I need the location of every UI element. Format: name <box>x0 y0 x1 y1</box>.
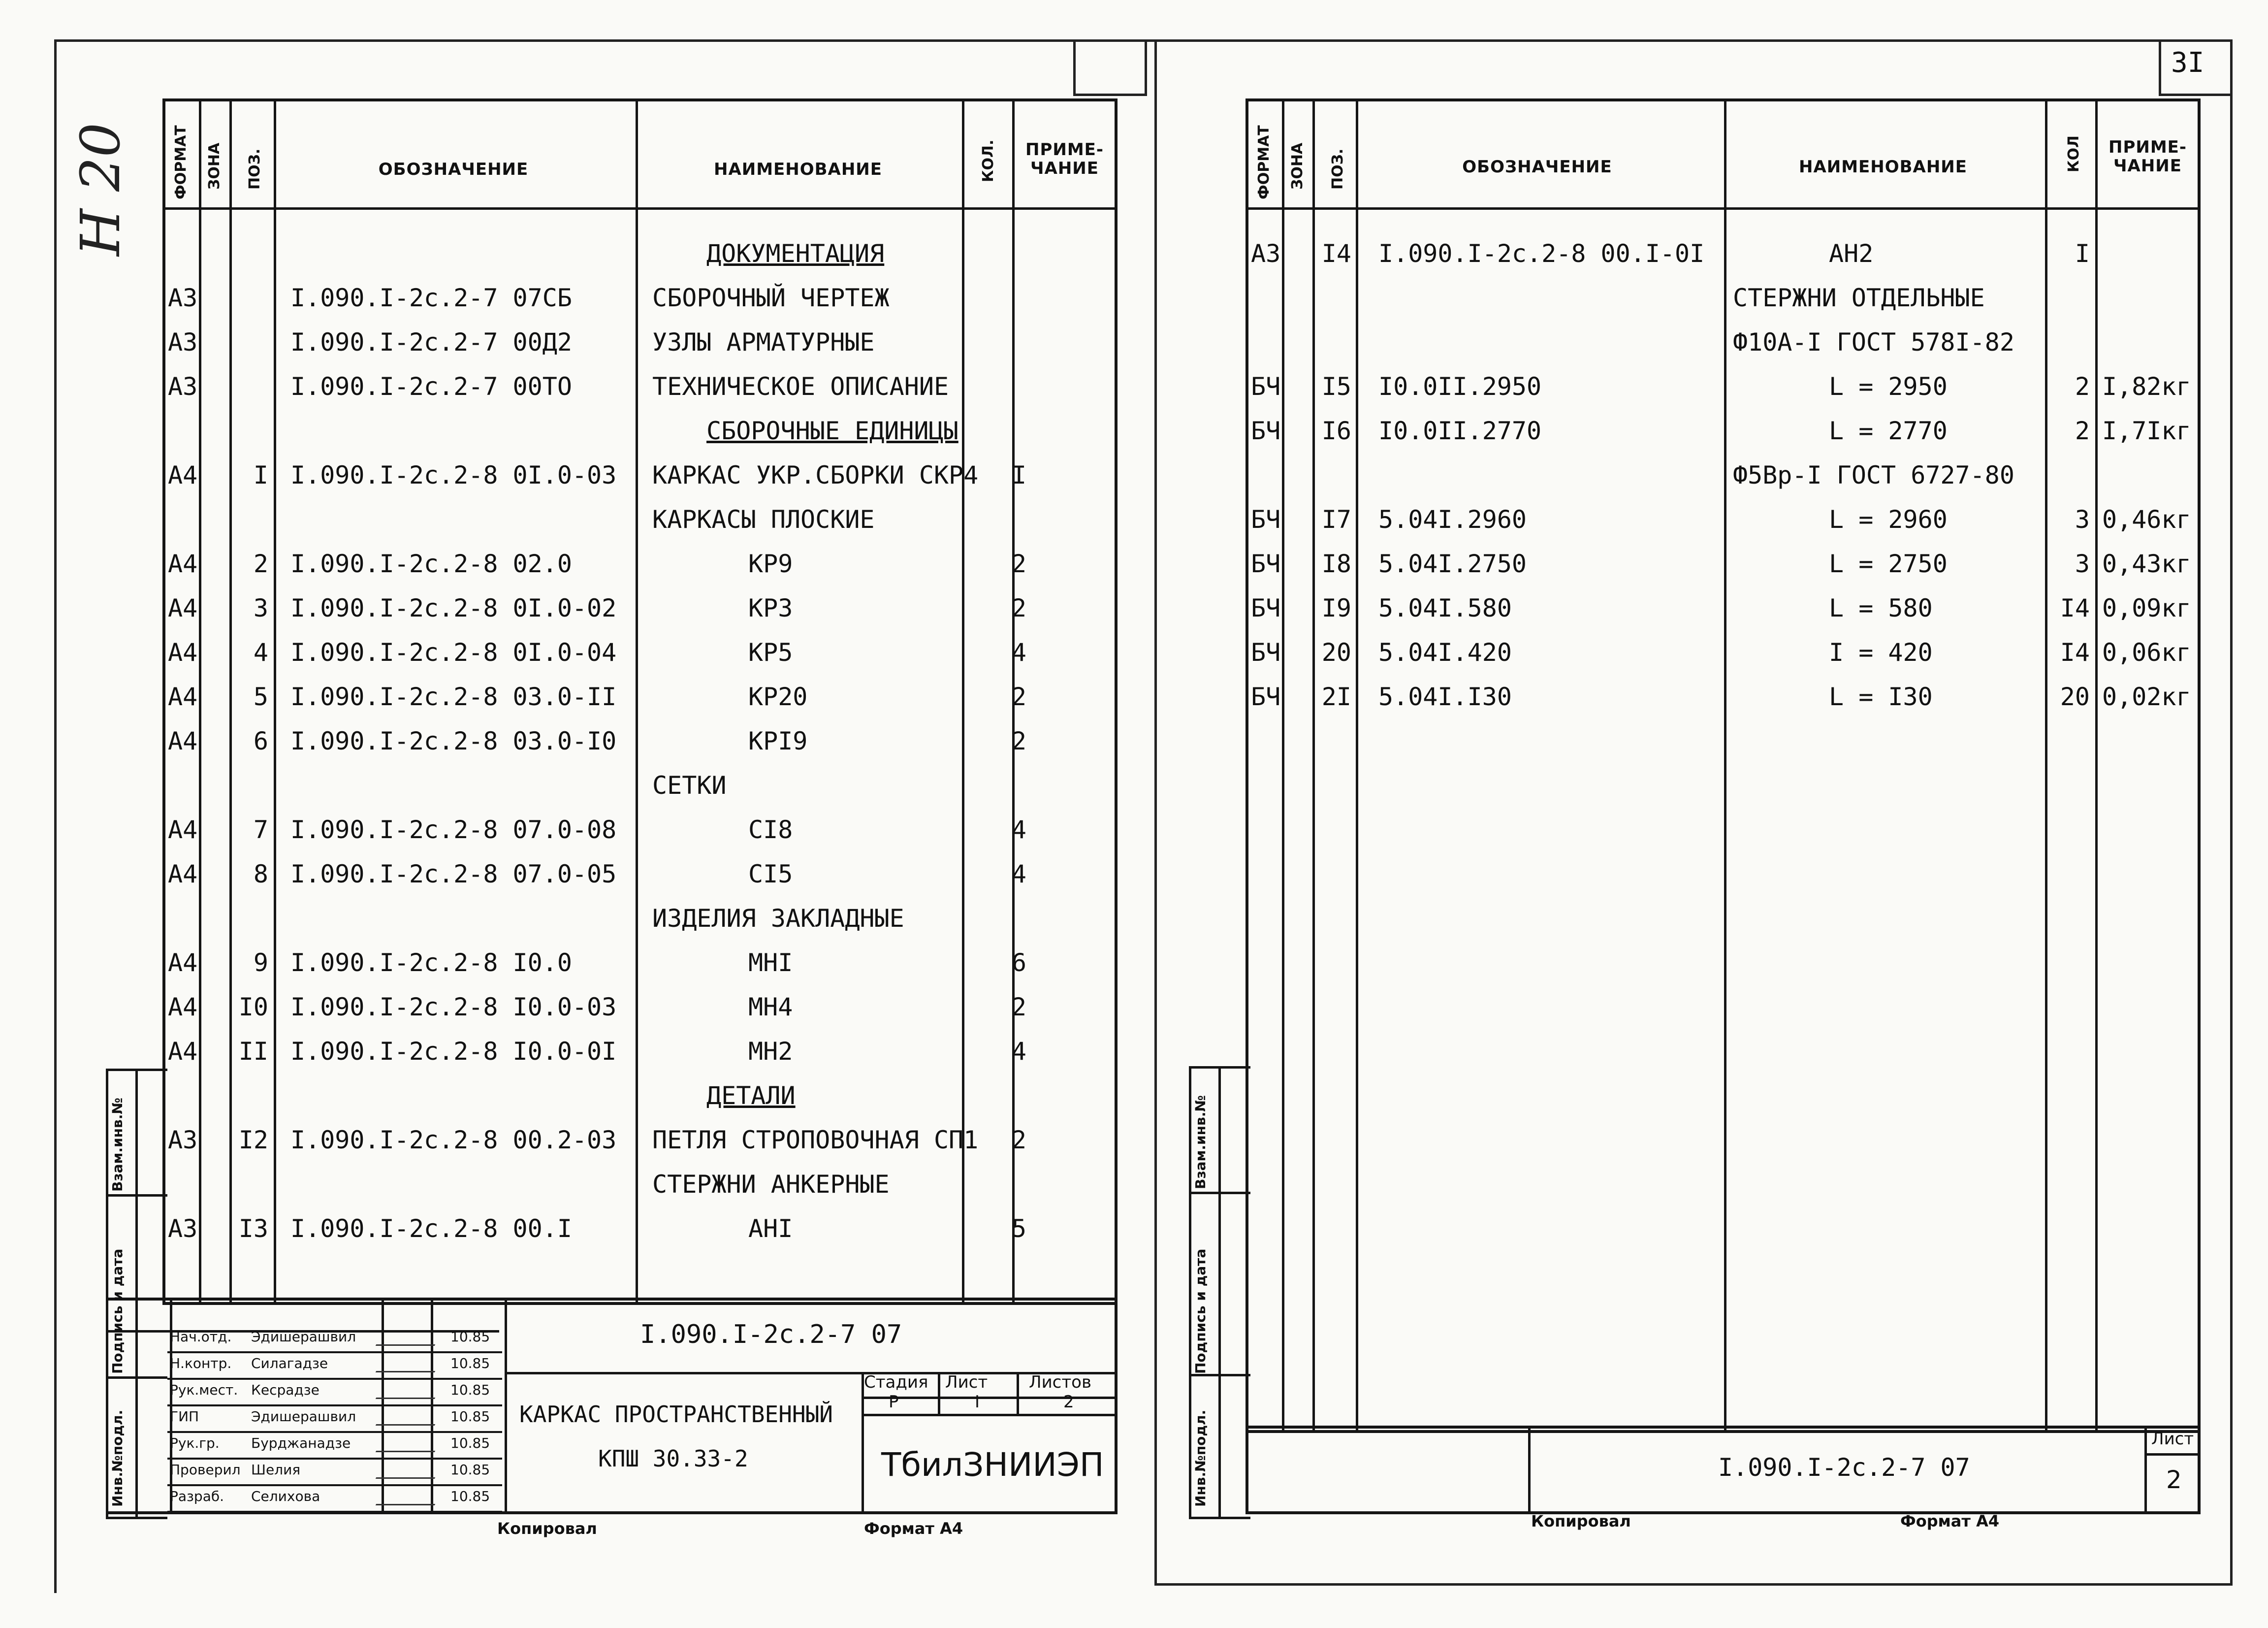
staff-row <box>167 1484 502 1513</box>
spec-row <box>1248 409 2203 453</box>
row-name: L = 2750 <box>1829 550 1948 578</box>
page-number: 3I <box>2171 47 2204 79</box>
header-designation: ОБОЗНАЧЕНИЕ <box>378 160 529 179</box>
staff-row <box>167 1404 502 1433</box>
row-name: ИЗДЕЛИЯ ЗАКЛАДНЫЕ <box>652 904 904 933</box>
row-designation: I.090.I-2c.2-8 00.I <box>290 1214 572 1243</box>
right-header-zone: ЗОНА <box>1289 142 1306 190</box>
row-name: МНI <box>748 948 793 977</box>
org-name: ТбилЗНИИЭП <box>881 1446 1104 1484</box>
staff-row <box>167 1431 502 1460</box>
row-pos: 20 <box>1321 638 1351 667</box>
spec-row <box>165 453 1120 497</box>
row-qty: 4 <box>1011 815 1026 844</box>
spec-row <box>1248 231 2203 276</box>
row-format: А4 <box>168 815 198 844</box>
row-pos: 3 <box>253 594 268 622</box>
footer-copied: Копировал <box>497 1519 597 1538</box>
row-designation: I.090.I-2c.2-7 00ТО <box>290 372 572 401</box>
header-format: ФОРМАТ <box>172 125 190 199</box>
right-header-note: ПРИМЕ- ЧАНИЕ <box>2108 137 2187 176</box>
row-format: А4 <box>168 993 198 1021</box>
row-name: СБОРОЧНЫЕ ЕДИНИЦЫ <box>706 417 958 445</box>
row-name: СI8 <box>748 815 793 844</box>
row-qty: 4 <box>1011 638 1026 667</box>
staff-name: Эдишерашвил <box>251 1408 356 1425</box>
row-name: Ф5Вр-I ГОСТ 6727-80 <box>1733 461 2014 489</box>
spec-row <box>165 497 1120 542</box>
right-header-format: ФОРМАТ <box>1255 125 1273 199</box>
row-qty: 2 <box>1011 1126 1026 1154</box>
staff-row <box>167 1351 502 1380</box>
row-qty: 4 <box>1011 1037 1026 1066</box>
row-name: ТЕХНИЧЕСКОЕ ОПИСАНИЕ <box>652 372 949 401</box>
side-vzam: Взам.инв.№ <box>109 1097 126 1192</box>
row-designation: I.090.I-2c.2-8 02.0 <box>290 550 572 578</box>
row-format: БЧ <box>1251 550 1281 578</box>
row-pos: II <box>238 1037 268 1066</box>
staff-date: 10.85 <box>450 1408 490 1425</box>
row-format: А3 <box>168 1214 198 1243</box>
header-pos: ПОЗ. <box>246 148 263 190</box>
staff-role: Рук.гр. <box>170 1435 220 1451</box>
signature-scribble <box>376 1331 442 1346</box>
row-name: КР5 <box>748 638 793 667</box>
row-name: СI5 <box>748 860 793 888</box>
row-name: L = I30 <box>1829 683 1933 711</box>
spec-row <box>1248 453 2203 497</box>
row-designation: I.090.I-2c.2-8 03.0-II <box>290 683 617 711</box>
row-pos: I3 <box>238 1214 268 1243</box>
row-designation: 5.04I.420 <box>1378 638 1512 667</box>
row-format: А3 <box>168 284 198 312</box>
spec-row <box>1248 276 2203 320</box>
row-format: А4 <box>168 550 198 578</box>
right-sheet-value: 2 <box>2166 1465 2182 1494</box>
spec-row <box>165 1118 1120 1162</box>
row-name: L = 2950 <box>1829 372 1948 401</box>
row-format: А3 <box>168 328 198 357</box>
spec-row <box>165 1029 1120 1074</box>
left-sheet-corner-box <box>1073 39 1147 96</box>
staff-grid <box>167 1325 502 1512</box>
spec-row <box>1248 630 2203 675</box>
spec-row <box>1248 586 2203 630</box>
row-pos: I0 <box>238 993 268 1021</box>
row-designation: I.090.I-2c.2-8 0I.0-02 <box>290 594 617 622</box>
row-designation: I.090.I-2c.2-8 00.I-0I <box>1378 239 1705 268</box>
row-qty: 2 <box>2075 417 2090 445</box>
spec-row <box>165 630 1120 675</box>
row-pos: I6 <box>1321 417 1351 445</box>
row-pos: I8 <box>1321 550 1351 578</box>
row-format: БЧ <box>1251 505 1281 534</box>
signature-scribble <box>376 1384 442 1399</box>
row-note: I,7Iкг <box>2102 417 2191 445</box>
row-designation: I.090.I-2c.2-8 00.2-03 <box>290 1126 617 1154</box>
row-format: А4 <box>168 594 198 622</box>
staff-date: 10.85 <box>450 1382 490 1398</box>
row-pos: I4 <box>1321 239 1351 268</box>
staff-name: Эдишерашвил <box>251 1329 356 1345</box>
row-qty: 20 <box>2060 683 2090 711</box>
row-name: СЕТКИ <box>652 771 727 800</box>
row-format: БЧ <box>1251 372 1281 401</box>
staff-name: Шелия <box>251 1462 301 1478</box>
row-format: А3 <box>168 372 198 401</box>
row-name: КР3 <box>748 594 793 622</box>
header-zone: ЗОНА <box>206 142 223 190</box>
spec-row <box>165 719 1120 763</box>
staff-name: Силагадзе <box>251 1355 328 1371</box>
signature-scribble <box>376 1490 442 1505</box>
staff-date: 10.85 <box>450 1435 490 1451</box>
row-name: МН2 <box>748 1037 793 1066</box>
staff-date: 10.85 <box>450 1488 490 1504</box>
row-note: 0,09кг <box>2102 594 2191 622</box>
row-qty: I4 <box>2060 594 2090 622</box>
row-format: А4 <box>168 638 198 667</box>
spec-row <box>165 1074 1120 1118</box>
right-header-name: НАИМЕНОВАНИЕ <box>1798 157 1967 177</box>
stage-label: Стадия <box>864 1372 928 1392</box>
spec-row <box>165 320 1120 364</box>
row-designation: I.090.I-2c.2-8 0I.0-03 <box>290 461 617 489</box>
row-designation: 5.04I.2960 <box>1378 505 1527 534</box>
row-name: МН4 <box>748 993 793 1021</box>
row-qty: 3 <box>2075 505 2090 534</box>
right-side-sign: Подпись и дата <box>1192 1248 1209 1374</box>
spec-row <box>1248 675 2203 719</box>
row-name: СТЕРЖНИ ОТДЕЛЬНЫЕ <box>1733 284 1985 312</box>
spec-row <box>1248 320 2203 364</box>
row-designation: I0.0II.2950 <box>1378 372 1542 401</box>
titleblock-doc-code: I.090.I-2c.2-7 07 <box>640 1320 902 1349</box>
right-side-inv: Инв.№подл. <box>1192 1409 1209 1507</box>
row-name: L = 580 <box>1829 594 1933 622</box>
spec-row <box>165 808 1120 852</box>
staff-name: Селихова <box>251 1488 320 1504</box>
row-designation: I.090.I-2c.2-8 07.0-08 <box>290 815 617 844</box>
staff-name: Бурджанадзе <box>251 1435 351 1451</box>
staff-date: 10.85 <box>450 1462 490 1478</box>
signature-scribble <box>376 1464 442 1479</box>
staff-date: 10.85 <box>450 1329 490 1345</box>
row-format: А3 <box>168 1126 198 1154</box>
spec-row <box>1248 542 2203 586</box>
spec-row <box>165 231 1120 276</box>
sheet-label: Лист <box>945 1372 988 1392</box>
header-name: НАИМЕНОВАНИЕ <box>713 160 882 179</box>
row-designation: I0.0II.2770 <box>1378 417 1542 445</box>
row-qty: 3 <box>2075 550 2090 578</box>
header-qty: КОЛ. <box>980 139 997 182</box>
sheets-value: 2 <box>1063 1392 1074 1412</box>
row-qty: 2 <box>1011 594 1026 622</box>
row-qty: I4 <box>2060 638 2090 667</box>
row-qty: 2 <box>1011 683 1026 711</box>
row-pos: I <box>253 461 268 489</box>
right-side-vzam: Взам.инв.№ <box>1192 1095 1209 1189</box>
right-doc-code: I.090.I-2c.2-7 07 <box>1718 1453 1970 1482</box>
staff-role: Рук.мест. <box>170 1382 238 1398</box>
row-qty: 2 <box>1011 727 1026 755</box>
row-format: А4 <box>168 683 198 711</box>
row-pos: I7 <box>1321 505 1351 534</box>
row-qty: 2 <box>2075 372 2090 401</box>
signature-scribble <box>376 1357 442 1372</box>
row-designation: I.090.I-2c.2-8 I0.0-0I <box>290 1037 617 1066</box>
row-name: КР20 <box>748 683 808 711</box>
staff-name: Кесрадзе <box>251 1382 319 1398</box>
footer-format-right: Формат А4 <box>1900 1512 2000 1530</box>
row-name: УЗЛЫ АРМАТУРНЫЕ <box>652 328 875 357</box>
titleblock-title-line1: КАРКАС ПРОСТРАНСТВЕННЫЙ <box>519 1401 833 1428</box>
staff-row <box>167 1458 502 1486</box>
staff-role: ГИП <box>170 1408 199 1425</box>
staff-date: 10.85 <box>450 1355 490 1371</box>
row-designation: 5.04I.2750 <box>1378 550 1527 578</box>
row-designation: I.090.I-2c.2-7 00Д2 <box>290 328 572 357</box>
row-format: А4 <box>168 860 198 888</box>
row-note: 0,02кг <box>2102 683 2191 711</box>
spec-row <box>165 985 1120 1029</box>
sheet-value: I <box>975 1392 980 1412</box>
row-designation: I.090.I-2c.2-8 03.0-I0 <box>290 727 617 755</box>
right-header-qty: КОЛ <box>2065 135 2082 172</box>
header-note: ПРИМЕ- ЧАНИЕ <box>1025 140 1104 178</box>
row-pos: I9 <box>1321 594 1351 622</box>
row-pos: I2 <box>238 1126 268 1154</box>
row-name: КРI9 <box>748 727 808 755</box>
spec-row <box>165 1162 1120 1206</box>
sheets-label: Листов <box>1029 1372 1092 1392</box>
titleblock-title-line2: КПШ 30.33-2 <box>598 1445 748 1472</box>
row-pos: 9 <box>253 948 268 977</box>
row-name: СБОРОЧНЫЙ ЧЕРТЕЖ <box>652 284 890 312</box>
side-inv: Инв.№подл. <box>109 1409 126 1507</box>
spec-row <box>165 896 1120 941</box>
row-format: А4 <box>168 1037 198 1066</box>
staff-role: Н.контр. <box>170 1355 232 1371</box>
row-designation: I.090.I-2c.2-8 I0.0-03 <box>290 993 617 1021</box>
row-name: КАРКАС УКР.СБОРКИ СКР4 <box>652 461 979 489</box>
spec-row <box>1248 364 2203 409</box>
spec-row <box>165 675 1120 719</box>
row-note: 0,43кг <box>2102 550 2191 578</box>
row-pos: 8 <box>253 860 268 888</box>
row-pos: 2I <box>1321 683 1351 711</box>
row-name: Ф10А-I ГОСТ 578I-82 <box>1733 328 2014 357</box>
row-name: ПЕТЛЯ СТРОПОВОЧНАЯ СП1 <box>652 1126 979 1154</box>
row-designation: I.090.I-2c.2-8 0I.0-04 <box>290 638 617 667</box>
row-note: 0,06кг <box>2102 638 2191 667</box>
row-name: L = 2960 <box>1829 505 1948 534</box>
signature-scribble <box>376 1410 442 1426</box>
row-qty: 2 <box>1011 993 1026 1021</box>
staff-role: Проверил <box>170 1462 241 1478</box>
row-qty: 6 <box>1011 948 1026 977</box>
row-designation: I.090.I-2c.2-7 07СБ <box>290 284 572 312</box>
right-header-pos: ПОЗ. <box>1329 148 1346 190</box>
row-name: ДОКУМЕНТАЦИЯ <box>706 239 885 268</box>
row-format: А3 <box>1251 239 1281 268</box>
footer-format: Формат А4 <box>864 1519 963 1538</box>
right-header-designation: ОБОЗНАЧЕНИЕ <box>1462 157 1612 177</box>
spec-row <box>165 364 1120 409</box>
staff-row <box>167 1378 502 1406</box>
signature-scribble <box>376 1437 442 1452</box>
row-qty: I <box>1011 461 1026 489</box>
row-format: БЧ <box>1251 417 1281 445</box>
row-format: БЧ <box>1251 594 1281 622</box>
handwritten-mark: Н 20 <box>69 123 132 256</box>
row-name: I = 420 <box>1829 638 1933 667</box>
row-name: КР9 <box>748 550 793 578</box>
spec-row <box>165 852 1120 896</box>
row-name: КАРКАСЫ ПЛОСКИЕ <box>652 505 875 534</box>
row-name: АНI <box>748 1214 793 1243</box>
stage-value: Р <box>889 1392 899 1412</box>
row-name: СТЕРЖНИ АНКЕРНЫЕ <box>652 1170 890 1199</box>
spec-row <box>165 763 1120 808</box>
row-designation: I.090.I-2c.2-8 I0.0 <box>290 948 572 977</box>
row-qty: 2 <box>1011 550 1026 578</box>
row-format: БЧ <box>1251 638 1281 667</box>
row-designation: 5.04I.580 <box>1378 594 1512 622</box>
spec-row <box>165 941 1120 985</box>
row-pos: 4 <box>253 638 268 667</box>
row-name: АН2 <box>1829 239 1874 268</box>
spec-row <box>165 409 1120 453</box>
row-qty: I <box>2075 239 2090 268</box>
row-pos: 6 <box>253 727 268 755</box>
row-name: ДЕТАЛИ <box>706 1081 796 1110</box>
spec-row <box>165 542 1120 586</box>
row-qty: 4 <box>1011 860 1026 888</box>
footer-copied-right: Копировал <box>1531 1512 1631 1530</box>
row-designation: I.090.I-2c.2-8 07.0-05 <box>290 860 617 888</box>
row-format: А4 <box>168 727 198 755</box>
staff-role: Разраб. <box>170 1488 224 1504</box>
spec-row <box>165 1206 1120 1251</box>
row-pos: 5 <box>253 683 268 711</box>
row-note: 0,46кг <box>2102 505 2191 534</box>
row-pos: I5 <box>1321 372 1351 401</box>
spec-row <box>165 586 1120 630</box>
row-format: А4 <box>168 461 198 489</box>
spec-row <box>165 276 1120 320</box>
row-pos: 7 <box>253 815 268 844</box>
staff-row <box>167 1325 502 1353</box>
row-pos: 2 <box>253 550 268 578</box>
staff-role: Нач.отд. <box>170 1329 232 1345</box>
row-format: А4 <box>168 948 198 977</box>
row-note: I,82кг <box>2102 372 2191 401</box>
row-qty: 5 <box>1011 1214 1026 1243</box>
side-sign: Подпись и дата <box>109 1248 126 1374</box>
right-sheet-label: Лист <box>2151 1429 2194 1449</box>
row-designation: 5.04I.I30 <box>1378 683 1512 711</box>
spec-row <box>1248 497 2203 542</box>
row-name: L = 2770 <box>1829 417 1948 445</box>
row-format: БЧ <box>1251 683 1281 711</box>
